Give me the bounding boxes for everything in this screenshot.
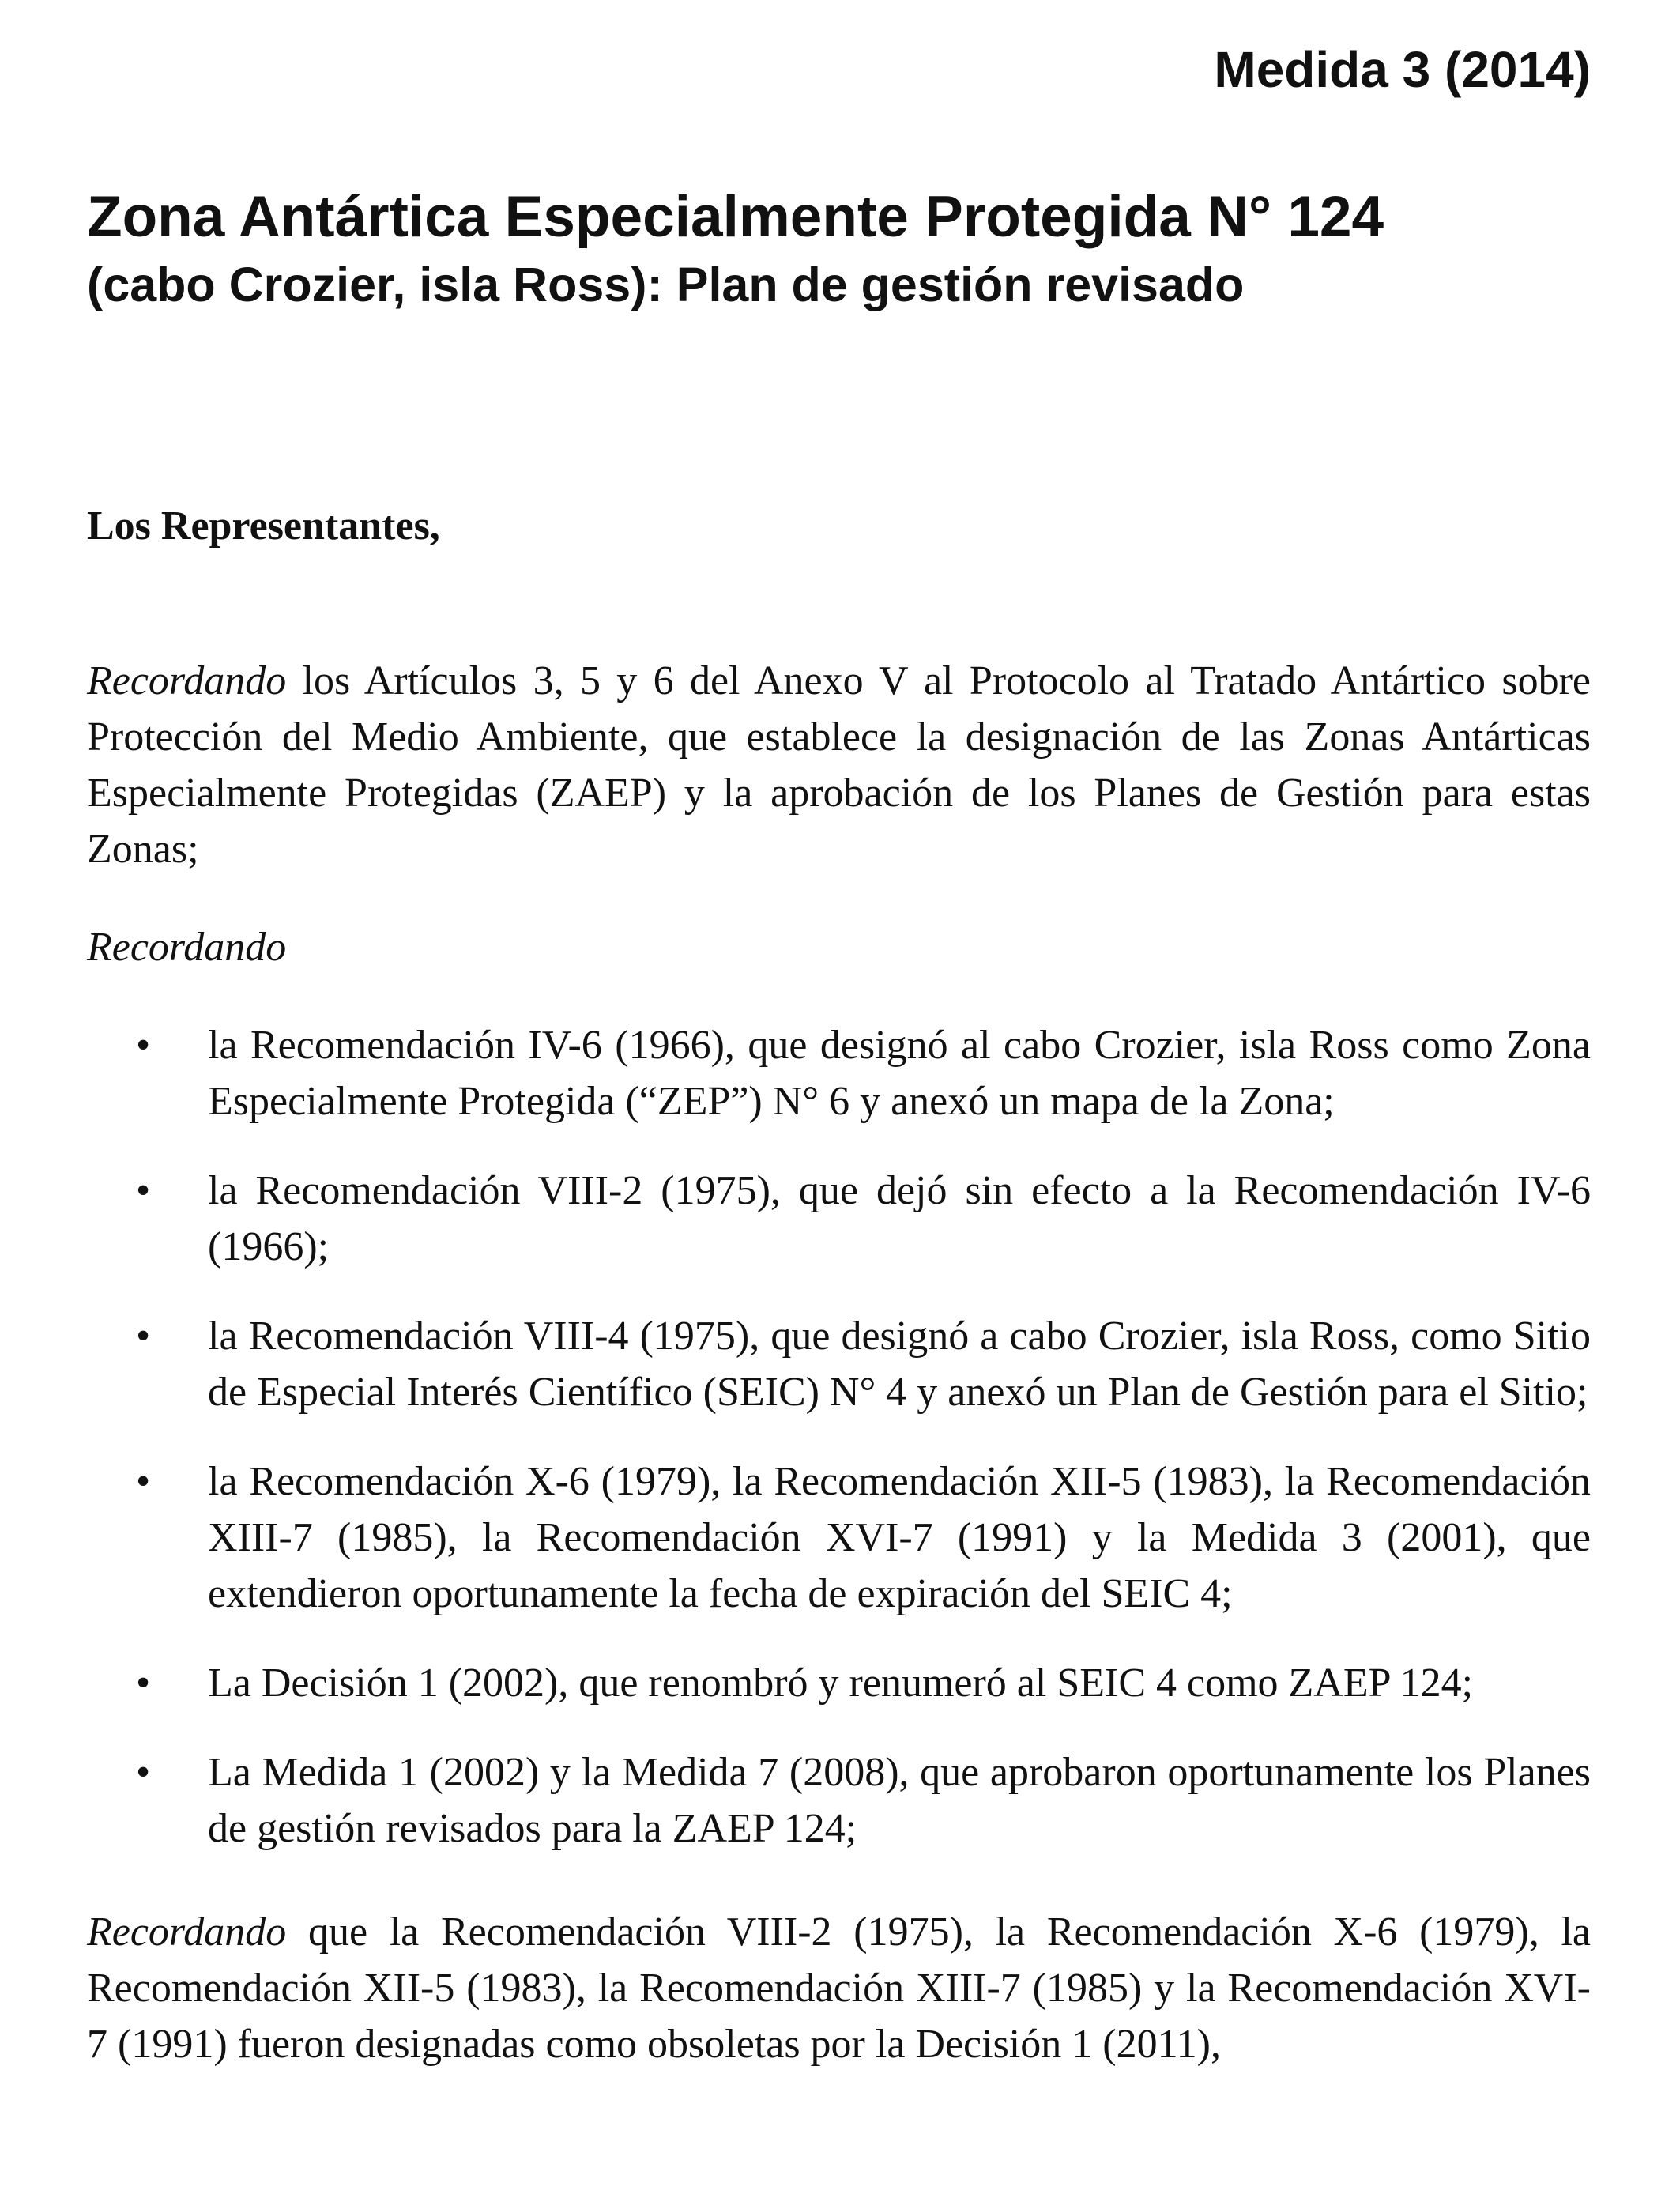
list-item-text: la Recomendación X-6 (1979), la Recomendación XII-5 (1983), la Recomendación XIII-7 (1985), la Recomendación XVI-7 (1991) y la Medida 3 (2001), que extendieron oportunamente la fecha de expiración del SEIC 4; — [208, 1459, 1591, 1616]
list-item — [87, 1744, 1591, 1857]
title-line-1: Zona Antártica Especialmente Protegida N° 124 — [87, 185, 1384, 249]
bullet-icon: • — [136, 1023, 151, 1068]
bullet-icon: • — [136, 1168, 151, 1213]
list-item — [87, 1453, 1591, 1622]
paragraph-recalling-obsolete — [87, 1904, 1591, 2072]
measure-number: Medida 3 (2014) — [1214, 41, 1591, 98]
bullet-icon: • — [136, 1459, 151, 1504]
list-item — [87, 1163, 1591, 1275]
list-item-text: la Recomendación VIII-4 (1975), que designó a cabo Crozier, isla Ross, como Sitio de Especial Interés Científico (SEIC) N° 4 y anexó un Plan de Gestión para el Sitio; — [208, 1314, 1591, 1415]
bullet-icon: • — [136, 1661, 151, 1706]
list-item — [87, 1017, 1591, 1129]
paragraph-text: los Artículos 3, 5 y 6 del Anexo V al Protocolo al Tratado Antártico sobre Protección del Medio Ambiente, que establece la designación de las Zonas Antárticas Especialmente Protegidas (ZAEP) y la aprobación de los Planes de Gestión para estas Zonas; — [87, 658, 1591, 872]
bullet-icon: • — [136, 1750, 151, 1795]
paragraph-text: que la Recomendación VIII-2 (1975), la Recomendación X-6 (1979), la Recomendación XII-5 (1983), la Recomendación XIII-7 (1985) y la Recomendación XVI-7 (1991) fueron designadas como obsoletas por la Decisión 1 (2011), — [87, 1909, 1591, 2067]
list-item-text: La Decisión 1 (2002), que renombró y renumeró al SEIC 4 como ZAEP 124; — [208, 1661, 1474, 1706]
recalling-italic: Recordando — [87, 1909, 287, 1955]
document-title — [87, 182, 1588, 316]
bullet-icon: • — [136, 1314, 151, 1359]
list-item — [87, 1655, 1591, 1711]
list-item-text: La Medida 1 (2002) y la Medida 7 (2008), que aprobaron oportunamente los Planes de gestión revisados para la ZAEP 124; — [208, 1750, 1591, 1851]
list-item-text: la Recomendación IV-6 (1966), que designó al cabo Crozier, isla Ross como Zona Especialmente Protegida (“ZEP”) N° 6 y anexó un mapa de la Zona; — [208, 1023, 1591, 1124]
recalling-italic: Recordando — [87, 658, 287, 703]
document-body — [87, 498, 1591, 2072]
list-item — [87, 1308, 1591, 1420]
recalling-italic: Recordando — [87, 925, 287, 970]
greeting: Los Representantes, — [87, 503, 440, 548]
title-line-2: (cabo Crozier, isla Ross): Plan de gestión revisado — [87, 258, 1245, 311]
paragraph-recalling-lead — [87, 919, 1591, 975]
paragraph-recalling-annex — [87, 653, 1591, 877]
list-item-text: la Recomendación VIII-2 (1975), que dejó sin efecto a la Recomendación IV-6 (1966); — [208, 1168, 1591, 1269]
